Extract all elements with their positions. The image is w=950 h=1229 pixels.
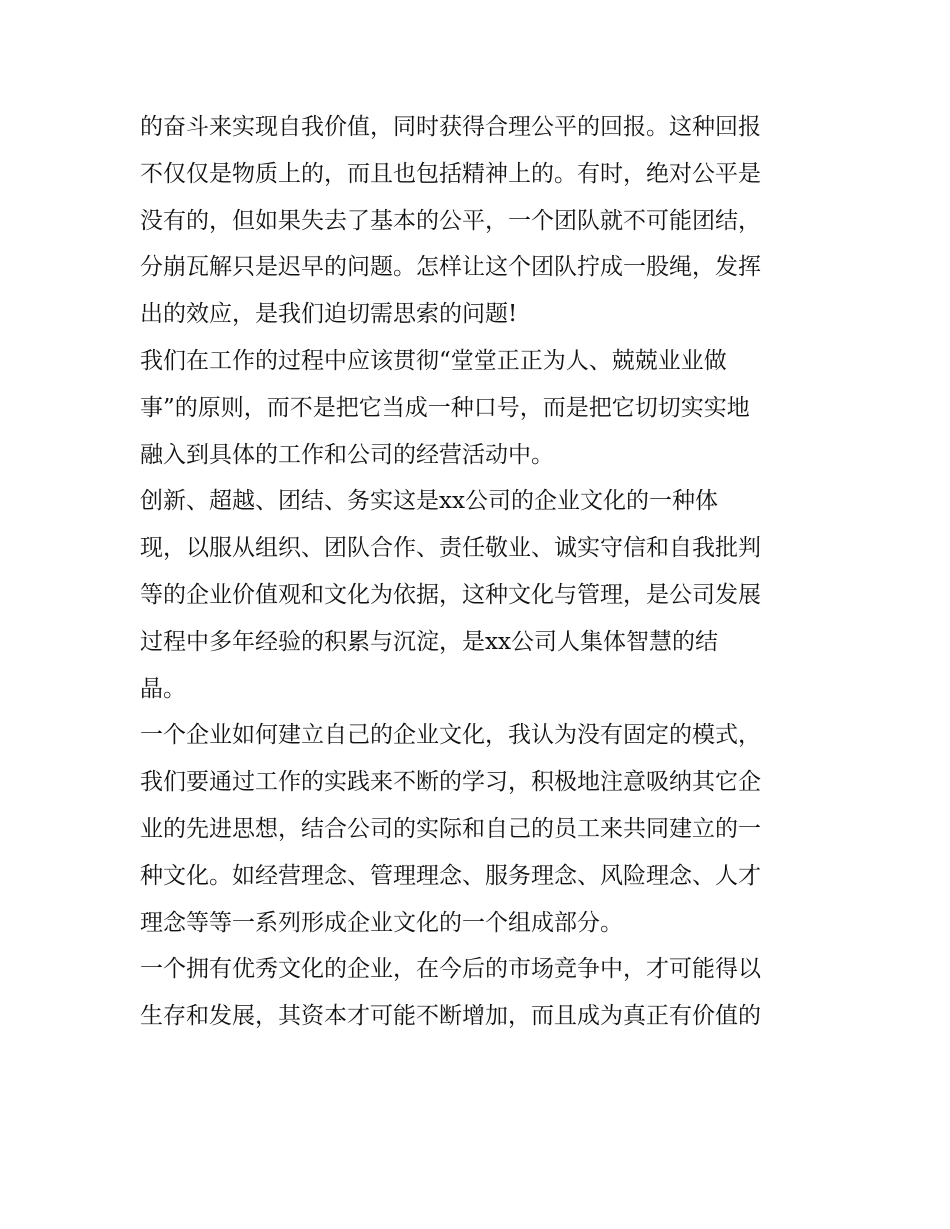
text-line: 事”的原则，而不是把它当成一种口号，而是把它切切实实地 — [140, 394, 750, 421]
text-line: 我们要通过工作的实践来不断的学习，积极地注意吸纳其它企 — [140, 769, 761, 796]
text-line: 现，以服从组织、团队合作、责任敬业、诚实守信和自我批判 — [140, 535, 761, 562]
document-body — [140, 104, 820, 1040]
text-line: 的奋斗来实现自我价值，同时获得合理公平的回报。这种回报 — [140, 114, 761, 140]
text-line: 过程中多年经验的积累与沉淀，是xx公司人集体智慧的结 — [140, 628, 718, 655]
text-line: 没有的，但如果失去了基本的公平，一个团队就不可能团结， — [140, 207, 761, 234]
text-line: 等的企业价值观和文化为依据，这种文化与管理，是公司发展 — [140, 581, 761, 608]
text-line: 种文化。如经营理念、管理理念、服务理念、风险理念、人才 — [140, 862, 761, 889]
text-line: 我们在工作的过程中应该贯彻“堂堂正正为人、兢兢业业做 — [140, 347, 727, 374]
text-line: 不仅仅是物质上的，而且也包括精神上的。有时，绝对公平是 — [140, 160, 761, 187]
text-line: 一个企业如何建立自己的企业文化，我认为没有固定的模式， — [140, 722, 761, 749]
text-line: 融入到具体的工作和公司的经营活动中。 — [140, 441, 554, 468]
text-line: 晶。 — [140, 675, 186, 702]
text-line: 分崩瓦解只是迟早的问题。怎样让这个团队拧成一股绳，发挥 — [140, 254, 761, 281]
text-line: 生存和发展，其资本才可能不断增加，而且成为真正有价值的 — [140, 1003, 761, 1030]
text-line: 理念等等一系列形成企业文化的一个组成部分。 — [140, 909, 623, 936]
text-line: 创新、超越、团结、务实这是xx公司的企业文化的一种体 — [140, 488, 718, 515]
text-line: 业的先进思想，结合公司的实际和自己的员工来共同建立的一 — [140, 815, 761, 842]
text-line: 一个拥有优秀文化的企业，在今后的市场竞争中，才可能得以 — [140, 956, 761, 983]
text-line: 出的效应，是我们迫切需思索的问题! — [140, 301, 518, 328]
